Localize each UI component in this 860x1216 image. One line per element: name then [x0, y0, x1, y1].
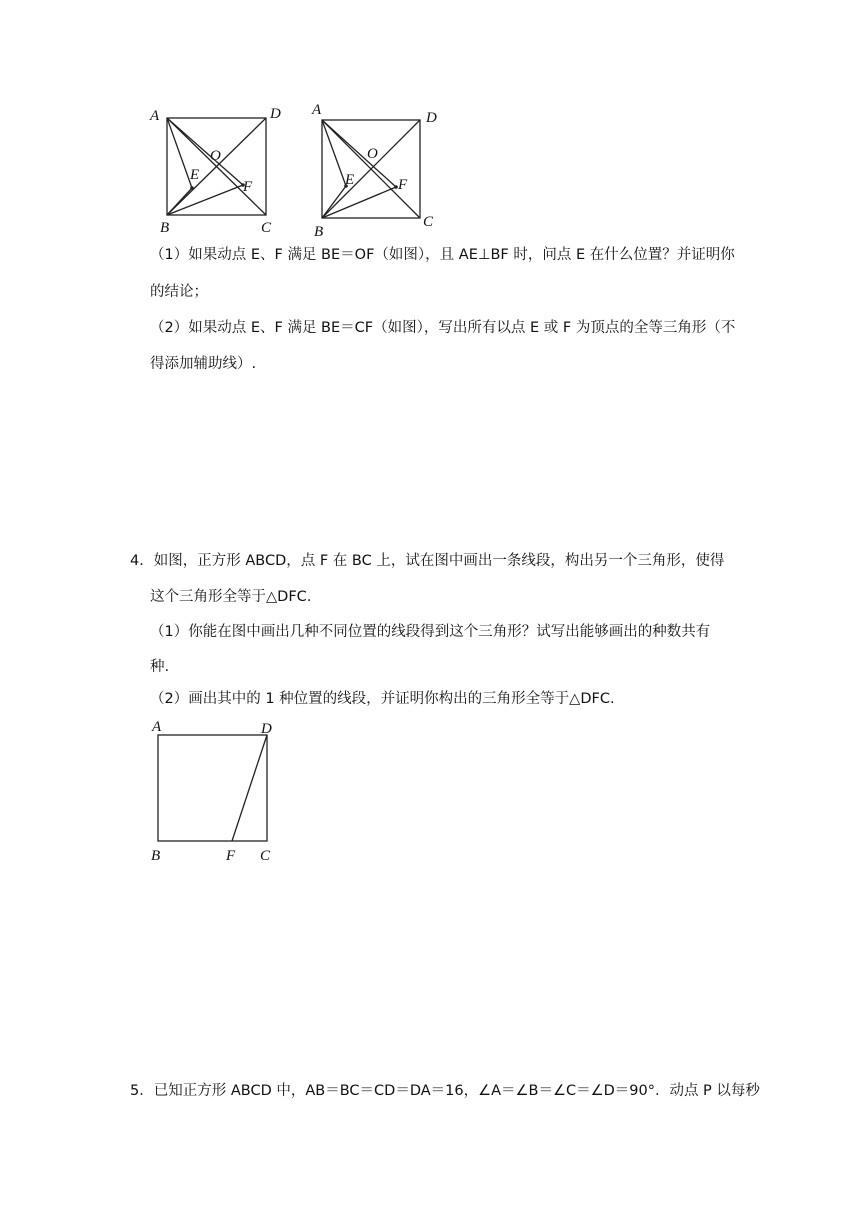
q3-part2-line2: 得添加辅助线）.	[150, 356, 257, 372]
label-A: A	[152, 719, 162, 735]
label-C: C	[261, 220, 272, 236]
label-B: B	[160, 220, 170, 236]
label-C: C	[423, 214, 434, 230]
label-A: A	[312, 102, 322, 118]
label-A: A	[150, 108, 160, 124]
q4-part2-line1: （2）画出其中的 1 种位置的线段，并证明你构出的三角形全等于△DFC.	[150, 691, 615, 707]
label-D: D	[270, 106, 281, 122]
label-F: F	[243, 179, 253, 195]
label-F: F	[226, 848, 236, 864]
label-D: D	[426, 110, 437, 126]
q3-part1-line2: 的结论；	[150, 284, 208, 300]
q3-figure-right	[300, 100, 460, 240]
label-C: C	[260, 848, 271, 864]
label-E: E	[190, 167, 200, 183]
label-O: O	[210, 148, 221, 164]
label-E: E	[345, 172, 355, 188]
q4-part1-line1: （1）你能在图中画出几种不同位置的线段得到这个三角形？试写出能够画出的种数共有	[150, 624, 711, 640]
label-B: B	[314, 224, 324, 240]
q3-figure-left	[140, 100, 300, 240]
q3-part1-line1: （1）如果动点 E、F 满足 BE＝OF（如图），且 AE⊥BF 时，问点 E 在什么位置？并证明你	[150, 247, 735, 263]
q4-part1-line2: 种.	[150, 659, 170, 675]
q4-figure	[145, 715, 285, 870]
q4-stem-line1: 4．如图，正方形 ABCD，点 F 在 BC 上，试在图中画出一条线段，构出另一个三角形，使得	[130, 553, 725, 569]
q5-stem-line1: 5．已知正方形 ABCD 中，AB＝BC＝CD＝DA＝16，∠A＝∠B＝∠C＝∠D＝90°．动点 P 以每秒	[130, 1083, 760, 1099]
label-B: B	[151, 848, 161, 864]
label-F: F	[398, 177, 408, 193]
q4-stem-line2: 这个三角形全等于△DFC.	[150, 589, 312, 605]
label-D: D	[261, 721, 272, 737]
label-O: O	[367, 146, 378, 162]
q3-part2-line1: （2）如果动点 E、F 满足 BE＝CF（如图），写出所有以点 E 或 F 为顶点的全等三角形（不	[150, 320, 736, 336]
